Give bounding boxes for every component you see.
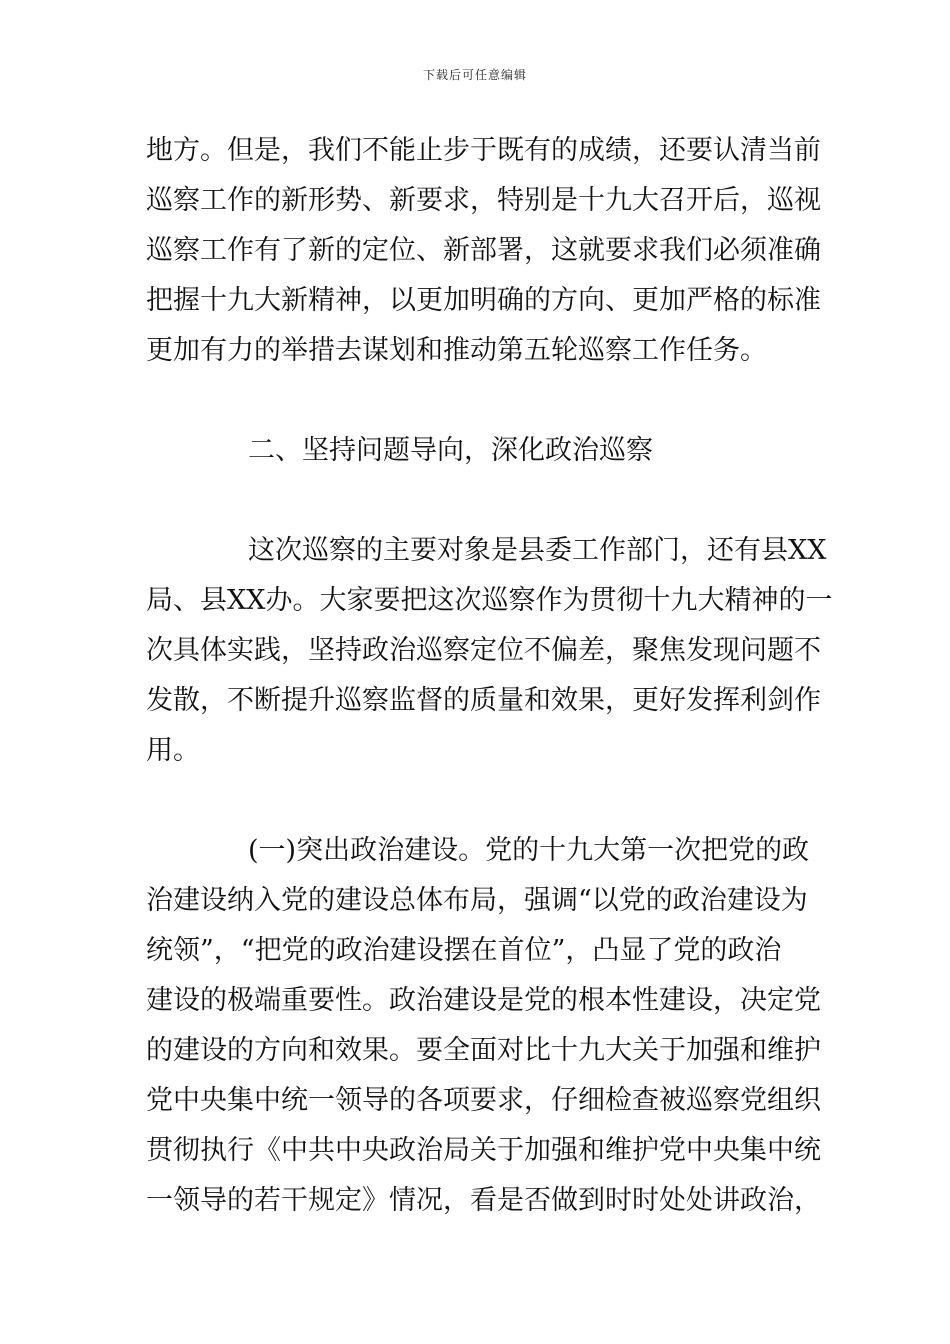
text-line: 贯彻执行《中共中央政治局关于加强和维护党中央集中统 bbox=[146, 1135, 821, 1166]
paragraph-3 bbox=[146, 826, 821, 1226]
text-line: 把握十九大新精神，以更加明确的方向、更加严格的标准 bbox=[146, 285, 821, 316]
document-body bbox=[146, 126, 833, 1226]
text-line: 发散，不断提升巡察监督的质量和效果，更好发挥利剑作 bbox=[146, 685, 821, 716]
text-line: 地方。但是，我们不能止步于既有的成绩，还要认清当前 bbox=[146, 135, 821, 166]
text-line: 一领导的若干规定》情况，看是否做到时时处处讲政治， bbox=[146, 1185, 821, 1216]
paragraph-gap bbox=[146, 376, 808, 426]
text-line: 统领”，“把党的政治建设摆在首位”，凸显了党的政治 bbox=[146, 935, 782, 966]
paragraph-gap bbox=[146, 476, 808, 526]
paragraph-1 bbox=[146, 126, 821, 376]
text-line: 次具体实践，坚持政治巡察定位不偏差，聚焦发现问题不 bbox=[146, 635, 821, 666]
text-line: 党中央集中统一领导的各项要求，仔细检查被巡察党组织 bbox=[146, 1085, 821, 1116]
text-line: 用。 bbox=[146, 735, 200, 766]
text-line: 建设的极端重要性。政治建设是党的根本性建设，决定党 bbox=[146, 985, 821, 1016]
paragraph-gap bbox=[146, 776, 808, 826]
text-line: 治建设纳入党的建设总体布局，强调“以党的政治建设为 bbox=[146, 885, 808, 916]
text-line: 巡察工作有了新的定位、新部署，这就要求我们必须准确 bbox=[146, 235, 821, 266]
text-line: 局、县XX办。大家要把这次巡察作为贯彻十九大精神的一 bbox=[146, 585, 833, 616]
page-header-note: 下载后可任意编辑 bbox=[422, 68, 527, 82]
text-line: 更加有力的举措去谋划和推动第五轮巡察工作任务。 bbox=[146, 335, 767, 366]
text-line: (一)突出政治建设。党的十九大第一次把党的政 bbox=[248, 835, 810, 866]
text-line: 巡察工作的新形势、新要求，特别是十九大召开后，巡视 bbox=[146, 185, 821, 216]
text-line: 这次巡察的主要对象是县委工作部门，还有县XX bbox=[248, 535, 827, 566]
section-heading: 二、坚持问题导向，深化政治巡察 bbox=[248, 435, 653, 466]
paragraph-2 bbox=[146, 526, 833, 776]
text-line: 的建设的方向和效果。要全面对比十九大关于加强和维护 bbox=[146, 1035, 821, 1066]
